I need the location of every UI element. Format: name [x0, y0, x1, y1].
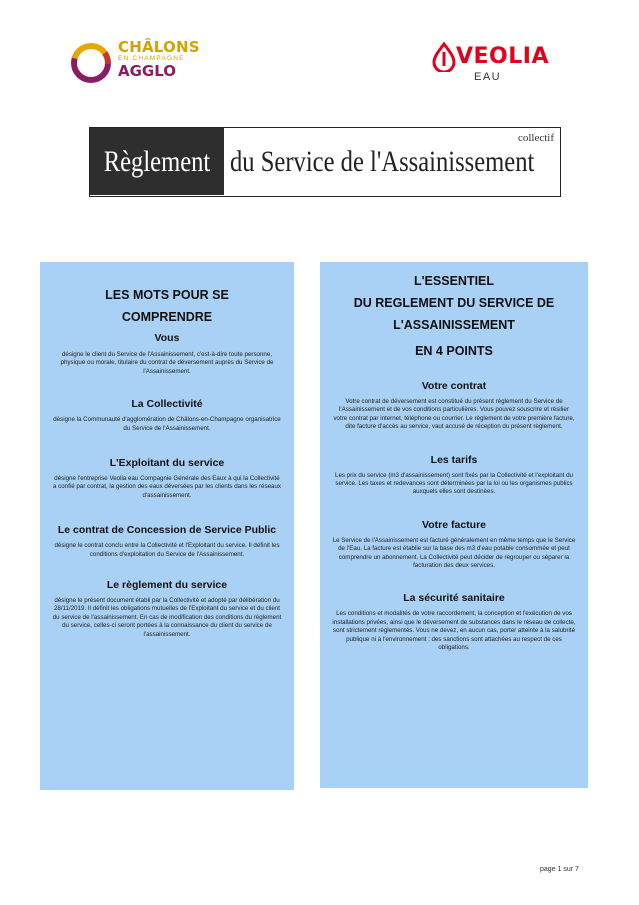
logo-veolia-sub: EAU: [474, 71, 502, 83]
section-heading: L'Exploitant du service: [109, 457, 225, 470]
banner-left-block: [90, 128, 224, 195]
definitions-title-line2: COMPRENDRE: [121, 310, 213, 324]
section-text: désigne le client du Service de l'Assainissement, c'est-à-dire toute personne, physique ou morale, titulaire du contrat de déversement auprès du Service de l'Assainissement.: [60, 351, 274, 375]
section-heading: Le contrat de Concession de Service Public: [57, 524, 277, 537]
essentials-section: [332, 519, 576, 571]
logo-chalons-line3: AGGLO: [118, 61, 177, 80]
section-text: désigne le présent document établi par la Collectivité et adopté par délibération du 28/11/2019. Il définit les obligations mutuelles de l'Exploitant du service et du client du service de l'assainissement. En cas de modification des conditions du règlement du service, celles-ci seront portées à la connaissance du client du service de l'assainissement.: [52, 597, 282, 638]
section-heading: La sécurité sanitaire: [403, 592, 505, 605]
section-text: désigne l'entreprise Veolia eau Compagnie Générale des Eaux à qui la Collectivité a confié par contrat, la gestion des eaux déversées par les clients dans les réseaux d'assainissement.: [52, 475, 282, 499]
banner-right-block: [224, 128, 560, 195]
definition-section: [52, 579, 282, 639]
banner-title-left: Règlement: [103, 144, 211, 178]
section-heading: La Collectivité: [131, 398, 203, 411]
logo-veolia-name: VEOLIA: [456, 44, 549, 69]
essentials-title-line2: DU REGLEMENT DU SERVICE DE: [353, 296, 555, 310]
definition-section: [52, 332, 282, 376]
section-text: Le Service de l'Assainissement est facturé généralement en même temps que le Service de l'Eau. La facture est établie sur la base des m3 d'eau potable consommée et peut comprendre un abonnement. La Collectivité peut décider de regrouper ou séparer la facturation des deux services.: [332, 536, 576, 570]
essentials-title-line4: EN 4 POINTS: [415, 344, 493, 358]
definition-section: [52, 524, 282, 559]
page-number: page 1 sur 7: [540, 866, 579, 873]
section-heading: Vous: [154, 332, 180, 344]
essentials-panel: [320, 262, 588, 788]
essentials-title-line1: L'ESSENTIEL: [413, 274, 495, 288]
veolia-logo: [432, 40, 582, 88]
section-text: désigne le contrat conclu entre la Collectivité et l'Exploitant du service. Il définit les conditions d'exploitation du Service de l'Assainissement.: [54, 542, 280, 558]
definitions-panel: [40, 262, 294, 790]
title-banner: [89, 127, 561, 197]
section-text: Les conditions et modalités de votre raccordement, la conception et l'exécution de vos installations privées, ainsi que le déversement de substances dans le réseau de collecte, sont strictement réglementés. Vous ne devez, en aucun cas, porter atteinte à la salubrité publique ni à l'environnement : des sanctions sont attachées au respect de ces obligations.: [332, 610, 576, 652]
logo-chalons-line2: EN CHAMPAGNE: [118, 55, 185, 62]
logo-chalons-line1: CHÂLONS: [118, 38, 200, 56]
definition-section: [52, 398, 282, 433]
chalons-ring-icon: [68, 40, 114, 86]
section-text: Votre contrat de déversement est constitué du présent règlement du Service de l'Assainissement et de vos conditions particulières. Vous pouvez souscrire et résilier votre contrat par internet, téléphone ou courrier. Le règlement de votre première facture, dite facture d'accès au service, vaut accusé de réception du présent règlement.: [333, 398, 575, 431]
section-text: désigne la Communauté d'agglomération de Châlons-en-Champagne organisatrice du Service de l'Assainissement.: [53, 416, 281, 432]
essentials-section: [332, 380, 576, 432]
definition-section: [52, 457, 282, 500]
veolia-drop-icon: [432, 42, 456, 72]
essentials-section: [332, 454, 576, 497]
section-heading: Votre facture: [422, 518, 486, 531]
definitions-title-line1: LES MOTS POUR SE: [105, 288, 229, 302]
section-heading: Les tarifs: [430, 453, 478, 466]
section-heading: Votre contrat: [421, 380, 487, 392]
section-text: Les prix du service (m3 d'assainissement) sont fixés par la Collectivité et l'exploitant du service. Les taxes et redevances sont déterminées par la loi ou les organismes publics auxquels elles sont destinées.: [335, 471, 573, 496]
chalons-agglo-logo: [68, 38, 218, 88]
section-heading: Le règlement du service: [106, 579, 228, 592]
essentials-title-line3: L'ASSAINISSEMENT: [393, 318, 515, 332]
essentials-section: [332, 592, 576, 652]
banner-superscript: collectif: [517, 132, 554, 144]
banner-title-right: du Service de l'Assainissement: [230, 144, 535, 178]
